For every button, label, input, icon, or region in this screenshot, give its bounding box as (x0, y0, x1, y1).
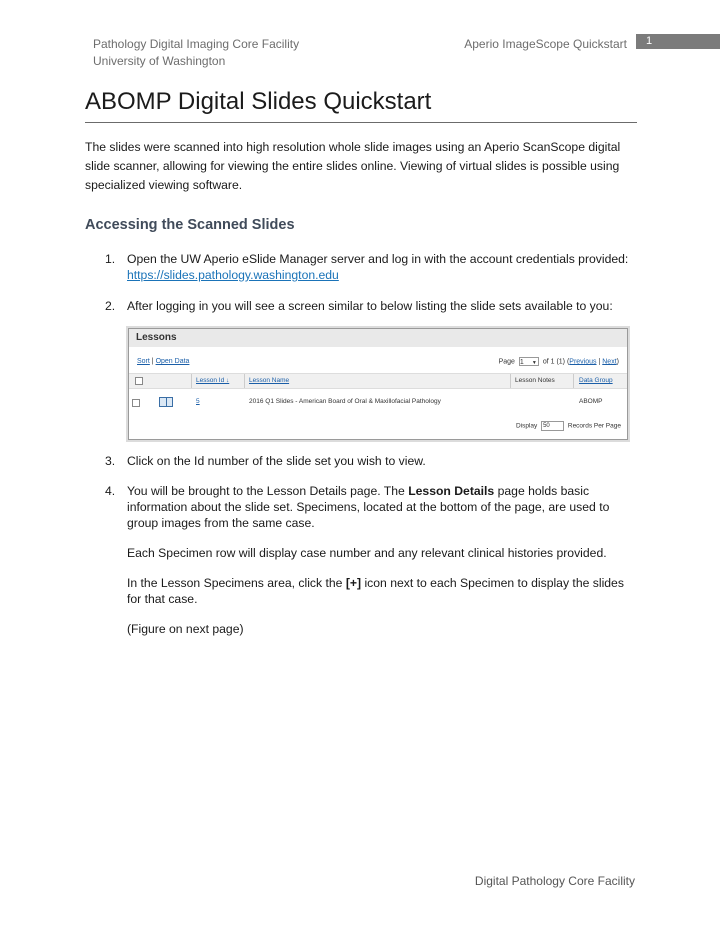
col-lesson-name[interactable]: Lesson Name (249, 377, 290, 384)
col-data-group[interactable]: Data Group (579, 377, 613, 384)
sort-bar (137, 357, 189, 366)
display-label: Display (515, 422, 538, 430)
column-divider (191, 374, 192, 388)
lessons-screenshot (128, 328, 628, 440)
step-number: 3. (105, 454, 116, 468)
sort-link[interactable]: Sort (137, 358, 150, 365)
specimen-row-paragraph: Each Specimen row will display case number and any relevant clinical histories provided. (127, 546, 607, 560)
select-all-checkbox[interactable] (135, 377, 143, 385)
step-number: 1. (105, 252, 116, 266)
separator: | (598, 358, 601, 366)
lessons-panel-title: Lessons (129, 329, 627, 347)
page-number-tab (636, 34, 720, 49)
records-per-page (516, 421, 621, 431)
figure-note: (Figure on next page) (127, 622, 244, 636)
text-run: icon next to each Specimen to display the slides for that case. (127, 576, 624, 606)
row-lesson-id[interactable]: 5 (196, 398, 200, 405)
chevron-down-icon: ▼ (531, 360, 537, 366)
previous-link[interactable]: Previous (569, 358, 597, 366)
table-header (129, 373, 627, 389)
row-data-group: ABOMP (579, 398, 603, 405)
step-number: 4. (105, 484, 116, 498)
expand-icon-label: [+] (345, 576, 362, 590)
open-data-link[interactable]: Open Data (155, 358, 190, 365)
display-input[interactable]: 50 (541, 421, 564, 431)
step-text: After logging in you will see a screen similar to below listing the slide sets available to you: (127, 299, 613, 313)
page-footer: Digital Pathology Core Facility (474, 874, 635, 888)
page-number: 1 (646, 35, 653, 47)
page-label: Page (498, 358, 515, 366)
header-facility: Pathology Digital Imaging Core Facility (93, 37, 300, 51)
text-run: In the Lesson Specimens area, click the (127, 576, 346, 590)
page-select[interactable] (519, 357, 539, 366)
separator: | (151, 358, 154, 365)
lesson-details-paragraph (127, 483, 637, 531)
page-select-value: 1 (519, 359, 524, 366)
text-run: page holds basic information about the slide set. Specimens, located at the bottom of the page, are used to group images from the same case. (127, 484, 610, 530)
book-icon[interactable] (159, 397, 173, 407)
step-text: Open the UW Aperio eSlide Manager server and log in with the account credentials provided: (127, 252, 629, 266)
page-title: ABOMP Digital Slides Quickstart (85, 86, 637, 123)
step-number: 2. (105, 299, 116, 313)
row-checkbox[interactable] (132, 399, 140, 407)
col-lesson-id[interactable]: Lesson Id ↓ (196, 377, 230, 384)
column-divider (510, 374, 511, 388)
intro-paragraph: The slides were scanned into high resolution whole slide images using an Aperio ScanScope digital slide scanner, allowing for viewing the entire slides online. Viewing of virtual slides is possible using specialized viewing software. (85, 140, 621, 192)
records-label: Records Per Page (567, 422, 621, 430)
bold-term: Lesson Details (408, 484, 495, 498)
specimens-paragraph (127, 575, 637, 607)
column-divider (573, 374, 574, 388)
row-lesson-name: 2016 Q1 Slides - American Board of Oral & Maxillofacial Pathology (249, 398, 441, 405)
text-run: You will be brought to the Lesson Details page. The (127, 484, 409, 498)
page-of: of 1 (1) ( (542, 358, 570, 366)
next-link[interactable]: Next (602, 358, 617, 366)
header-left (93, 36, 299, 70)
section-heading: Accessing the Scanned Slides (85, 217, 295, 233)
server-link[interactable]: https://slides.pathology.washington.edu (127, 268, 339, 282)
page-close: ) (616, 358, 619, 366)
step-text: Click on the Id number of the slide set you wish to view. (127, 454, 426, 468)
col-lesson-notes: Lesson Notes (515, 377, 555, 384)
column-divider (244, 374, 245, 388)
pager (499, 357, 619, 366)
header-university: University of Washington (93, 54, 226, 68)
header-document-title: Aperio ImageScope Quickstart (464, 37, 627, 51)
